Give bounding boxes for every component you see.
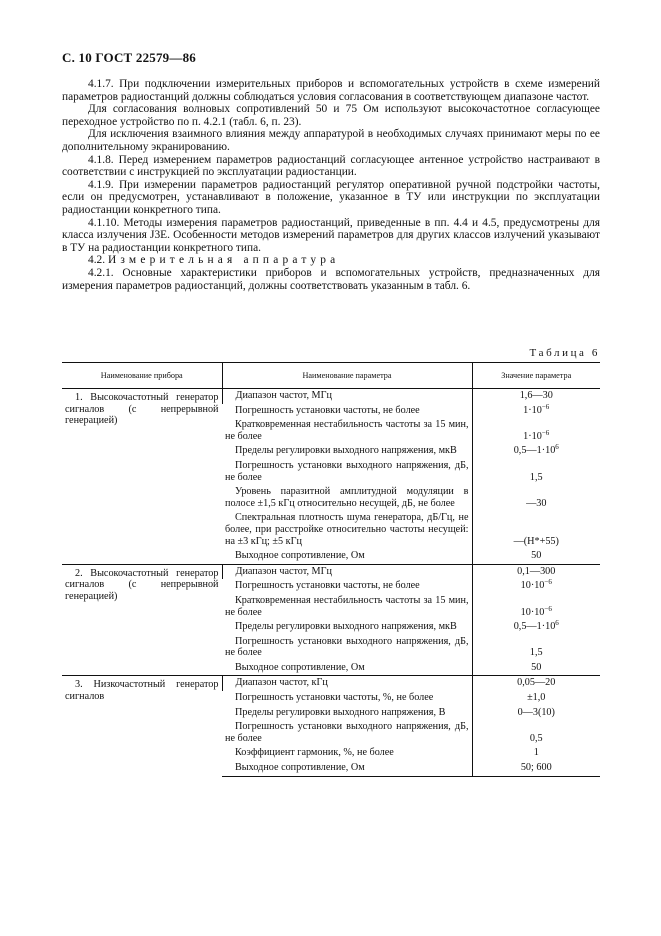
table-header-row (62, 363, 600, 389)
paragraph-4-1-9: 4.1.9. При измерении параметров радиостанций регулятор оперативной ручной подстройки частоты, если он предусмотрен, устанавливают в положение, указанное в ТУ или инструкции по эксплуатации радиостанции конкретного типа. (62, 178, 600, 216)
parameter-cell: Диапазон частот, МГц (222, 389, 472, 404)
value-cell (472, 761, 600, 776)
value-text: 1·10 (523, 430, 542, 442)
value-cell (472, 706, 600, 721)
table-caption: Таблица 6 (529, 347, 600, 359)
parameter-cell: Коэффициент гармоник, %, не более (235, 747, 394, 759)
table-row (62, 564, 600, 579)
value-text: 50; 600 (520, 762, 552, 774)
value-text: 50 (531, 661, 542, 673)
body-text (62, 78, 600, 292)
paragraph-shielding: Для исключения взаимного влияния между аппаратурой в необходимых случаях принимают меры по ее дополнительному экранированию. (62, 128, 600, 153)
value-text: 50 (531, 550, 542, 562)
value-text: 1 (533, 747, 539, 759)
parameter-cell: Диапазон частот, кГц (222, 676, 472, 691)
value-cell (472, 620, 600, 635)
parameter-cell: Погрешность установки выходного напряжения, дБ, не более (225, 635, 469, 659)
value-text: 0,5—1·10 (513, 445, 556, 457)
value-text: 1,5 (529, 647, 543, 659)
column-header-value: Значение параметра (472, 363, 600, 389)
value-cell (472, 444, 600, 459)
paragraph-4-1-10: 4.1.10. Методы измерения параметров радиостанций, приведенные в пп. 4.4 и 4.5, предусмотрены для класса излучения J3E. Особенности методов измерений параметров для других классов излучений указывают в ТУ на радиостанции конкретного типа. (62, 216, 600, 254)
value-text: 0,5—1·10 (513, 621, 556, 633)
section-title: Измерительная аппаратура (107, 254, 340, 267)
value-text: 1,5 (529, 471, 543, 483)
value-cell (472, 418, 600, 444)
value-exponent: −6 (544, 578, 552, 587)
column-header-parameter: Наименование параметра (222, 363, 472, 389)
value-text: 0,5 (529, 732, 543, 744)
parameter-cell: Выходное сопротивление, Ом (222, 761, 472, 776)
value-cell (472, 564, 600, 579)
spec-table (62, 362, 600, 777)
value-cell (472, 579, 600, 594)
parameter-cell: Погрешность установки выходного напряжения, дБ, не более (225, 459, 469, 483)
value-text: 0,1—300 (517, 565, 556, 577)
table-row (62, 389, 600, 404)
value-cell (472, 691, 600, 706)
value-cell (472, 635, 600, 661)
table-row (62, 676, 600, 691)
value-text: 10·10 (520, 580, 545, 592)
value-text: 0—3(10) (517, 706, 555, 718)
parameter-cell: Кратковременная нестабильность частоты за 15 мин, не более (225, 594, 469, 618)
parameter-cell: Спектральная плотность шума генератора, дБ/Гц, не более, при расстройке относительно частоты несущей: на ±3 кГц; ±5 кГц (225, 512, 469, 547)
parameter-cell: Погрешность установки выходного напряжения, дБ, не более (225, 721, 469, 744)
value-cell (472, 404, 600, 419)
column-header-device: Наименование прибора (62, 363, 222, 389)
section-number: 4.2. (88, 254, 106, 267)
parameter-cell: Уровень паразитной амплитудной модуляции в полосе ±1,5 кГц относительно несущей, дБ, не более (225, 486, 469, 509)
spec-table-body (62, 389, 600, 777)
value-exponent: 6 (555, 619, 559, 628)
value-cell (472, 549, 600, 564)
value-text: 1,6—30 (519, 390, 553, 401)
value-text: —(Н*+55) (513, 535, 559, 547)
value-cell (472, 720, 600, 746)
paragraph-impedance-matching: Для согласования волновых сопротивлений 50 и 75 Ом используют высокочастотное согласующее переходное устройство по п. 4.2.1 (табл. 6, п. 23). (62, 103, 600, 128)
value-text: 1·10 (523, 404, 542, 416)
value-text: ±1,0 (527, 692, 546, 704)
page-header: С. 10 ГОСТ 22579—86 (62, 50, 196, 65)
value-cell (472, 661, 600, 676)
value-cell (472, 676, 600, 691)
parameter-cell: Пределы регулировки выходного напряжения, мкВ (235, 621, 457, 633)
value-cell (472, 511, 600, 549)
value-exponent: −6 (544, 604, 552, 613)
value-cell (472, 485, 600, 511)
device-name-cell: 1. Высокочастотный генератор сигналов (с непрерывной генерацией) (62, 389, 222, 565)
device-name-cell: 2. Высокочастотный генератор сигналов (с непрерывной генерацией) (62, 564, 222, 676)
paragraph-4-1-7: 4.1.7. При подключении измерительных приборов и вспомогательных устройств в схеме измерений параметров радиостанций должны соблюдаться условия согласования в соответствующем диапазоне частот. (62, 78, 600, 103)
parameter-cell: Погрешность установки частоты, не более (235, 580, 420, 592)
value-exponent: 6 (555, 443, 559, 452)
value-text: —30 (526, 497, 547, 509)
parameter-cell: Погрешность установки частоты, %, не более (235, 692, 434, 704)
paragraph-4-1-8: 4.1.8. Перед измерением параметров радиостанций согласующее антенное устройство настраивают в соответствии с инструкцией по эксплуатации радиостанции. (62, 153, 600, 179)
value-exponent: −6 (541, 402, 550, 411)
value-cell (472, 594, 600, 620)
value-cell (472, 746, 600, 761)
parameter-cell: Диапазон частот, МГц (222, 564, 472, 579)
parameter-cell: Пределы регулировки выходного напряжения, В (235, 706, 446, 718)
parameter-cell: Выходное сопротивление, Ом (235, 550, 365, 562)
section-heading-4-2 (62, 254, 600, 267)
parameter-cell: Выходное сопротивление, Ом (235, 661, 365, 673)
value-text: 10·10 (520, 606, 545, 618)
parameter-cell: Кратковременная нестабильность частоты за 15 мин, не более (225, 419, 469, 442)
value-exponent: −6 (541, 428, 550, 437)
parameter-cell: Погрешность установки частоты, не более (235, 404, 420, 416)
value-cell (472, 389, 600, 404)
value-text: 0,05—20 (517, 677, 556, 689)
parameter-cell: Пределы регулировки выходного напряжения, мкВ (235, 445, 457, 457)
value-cell (472, 459, 600, 485)
paragraph-4-2-1: 4.2.1. Основные характеристики приборов и вспомогательных устройств, предназначенных для измерения параметров радиостанций, должны соответствовать указанным в табл. 6. (62, 266, 600, 292)
device-name-cell: 3. Низкочастотный генератор сигналов (62, 676, 222, 776)
